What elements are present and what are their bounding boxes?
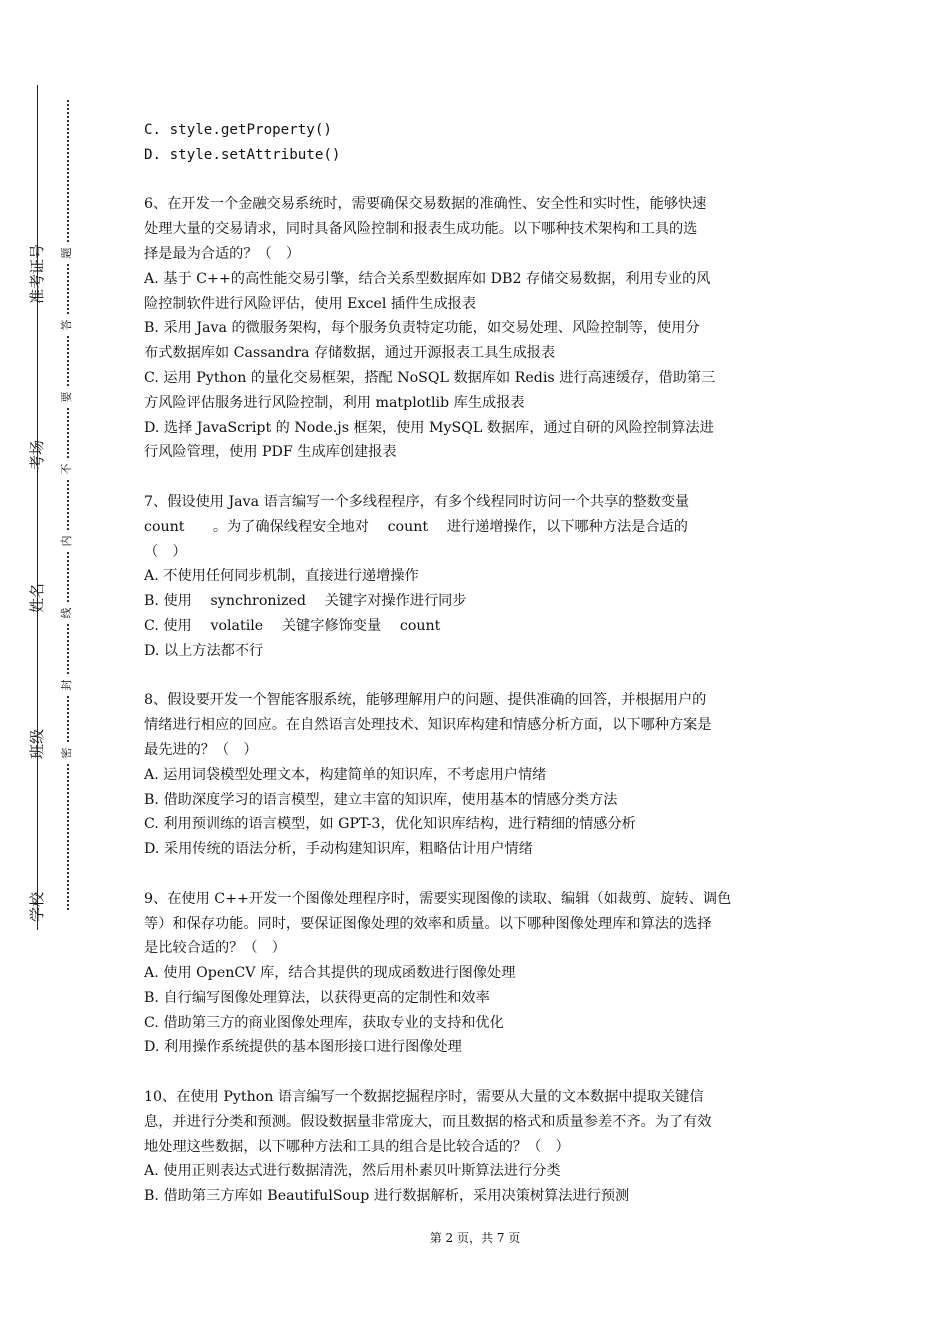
option-b: B. 自行编写图像处理算法，以获得更高的定制性和效率	[144, 989, 490, 1006]
label-exam-number: 准考证号	[28, 243, 46, 304]
question-7	[144, 490, 810, 664]
seal-char: 线	[58, 604, 76, 622]
question-stem: 地处理这些数据，以下哪种方法和工具的组合是比较合适的？（ ）	[144, 1138, 570, 1155]
question-stem: 10、在使用 Python 语言编写一个数据挖掘程序时，需要从大量的文本数据中提取关键信	[144, 1089, 704, 1106]
option-a: A. 使用 OpenCV 库，结合其提供的现成函数进行图像处理	[144, 965, 516, 982]
option-d: D. 以上方法都不行	[144, 642, 264, 659]
question-stem: （ ）	[144, 543, 187, 560]
option-c: C. 借助第三方的商业图像处理库，获取专业的支持和优化	[144, 1014, 504, 1031]
question-stem: 择是最为合适的？（ ）	[144, 245, 301, 262]
question-content	[144, 118, 810, 1234]
option-c: C. style.getProperty()	[144, 122, 332, 138]
seal-char: 答	[58, 316, 76, 334]
question-stem: 8、假设要开发一个智能客服系统，能够理解用户的问题、提供准确的回答，并根据用户的	[144, 692, 707, 709]
option-d: 行风险管理，使用 PDF 生成库创建报表	[144, 444, 397, 461]
seal-char: 内	[58, 532, 76, 550]
option-a: A. 使用正则表达式进行数据清洗，然后用朴素贝叶斯算法进行分类	[144, 1163, 561, 1180]
binding-solid-line	[37, 85, 38, 930]
seal-char: 密	[58, 744, 76, 762]
seal-char: 不	[58, 460, 76, 478]
question-9	[144, 887, 810, 1061]
question-stem: 处理大量的交易请求，同时具备风险控制和报表生成功能。以下哪种技术架构和工具的选	[144, 221, 698, 238]
seal-char: 封	[58, 676, 76, 694]
label-class: 班级	[28, 729, 46, 760]
option-a: A. 运用词袋模型处理文本，构建简单的知识库，不考虑用户情绪	[144, 766, 547, 783]
binding-dotted-line	[67, 100, 69, 910]
question-6	[144, 192, 810, 465]
option-c: C. 利用预训练的语言模型，如 GPT-3，优化知识库结构，进行精细的情感分析	[144, 816, 636, 833]
option-d: D. 利用操作系统提供的基本图形接口进行图像处理	[144, 1039, 462, 1056]
question-stem: 最先进的？（ ）	[144, 741, 258, 758]
question-8	[144, 688, 810, 862]
option-a: A. 不使用任何同步机制，直接进行递增操作	[144, 568, 419, 585]
seal-char: 要	[58, 388, 76, 406]
question-stem: 等）和保存功能。同时，要保证图像处理的效率和质量。以下哪种图像处理库和算法的选择	[144, 915, 712, 932]
label-school: 学校	[28, 892, 46, 923]
option-a: 险控制软件进行风险评估，使用 Excel 插件生成报表	[144, 295, 477, 312]
option-c: 方风险评估服务进行风险控制，利用 matplotlib 库生成报表	[144, 394, 525, 411]
question-stem: count 。为了确保线程安全地对 count 进行递增操作，以下哪种方法是合适的	[144, 518, 688, 535]
question-stem: 7、假设使用 Java 语言编写一个多线程程序，有多个线程同时访问一个共享的整数变量	[144, 493, 690, 510]
page-footer: 第 2 页，共 7 页	[429, 1231, 521, 1245]
previous-question-options	[144, 118, 810, 168]
option-a: A. 基于 C++的高性能交易引擎，结合关系型数据库如 DB2 存储交易数据，利用专业的风	[144, 270, 711, 287]
question-stem: 是比较合适的？（ ）	[144, 940, 286, 957]
question-stem: 9、在使用 C++开发一个图像处理程序时，需要实现图像的读取、编辑（如裁剪、旋转、调色	[144, 890, 732, 907]
question-stem: 情绪进行相应的回应。在自然语言处理技术、知识库构建和情感分析方面，以下哪种方案是	[144, 717, 712, 734]
option-b: B. 采用 Java 的微服务架构，每个服务负责特定功能，如交易处理、风险控制等，使用分	[144, 320, 700, 337]
option-b: B. 借助第三方库如 BeautifulSoup 进行数据解析，采用决策树算法进行预测	[144, 1188, 630, 1205]
label-student-name: 姓名	[28, 583, 46, 614]
question-10	[144, 1085, 810, 1209]
option-d: D. 采用传统的语法分析，手动构建知识库，粗略估计用户情绪	[144, 841, 533, 858]
question-stem: 6、在开发一个金融交易系统时，需要确保交易数据的准确性、安全性和实时性，能够快速	[144, 196, 707, 213]
option-d: D. style.setAttribute()	[144, 146, 341, 163]
option-c: C. 运用 Python 的量化交易框架，搭配 NoSQL 数据库如 Redis 进行高速缓存，借助第三	[144, 369, 716, 386]
label-exam-room: 考场	[28, 440, 46, 471]
option-b: 布式数据库如 Cassandra 存储数据，通过开源报表工具生成报表	[144, 345, 556, 362]
option-d: D. 选择 JavaScript 的 Node.js 框架，使用 MySQL 数据库，通过自研的风险控制算法进	[144, 419, 714, 436]
question-stem: 息，并进行分类和预测。假设数据量非常庞大，而且数据的格式和质量参差不齐。为了有效	[144, 1113, 712, 1130]
option-b: B. 借助深度学习的语言模型，建立丰富的知识库，使用基本的情感分类方法	[144, 791, 618, 808]
seal-char: 题	[58, 244, 76, 262]
option-b: B. 使用 synchronized 关键字对操作进行同步	[144, 593, 467, 610]
option-c: C. 使用 volatile 关键字修饰变量 count	[144, 617, 441, 634]
